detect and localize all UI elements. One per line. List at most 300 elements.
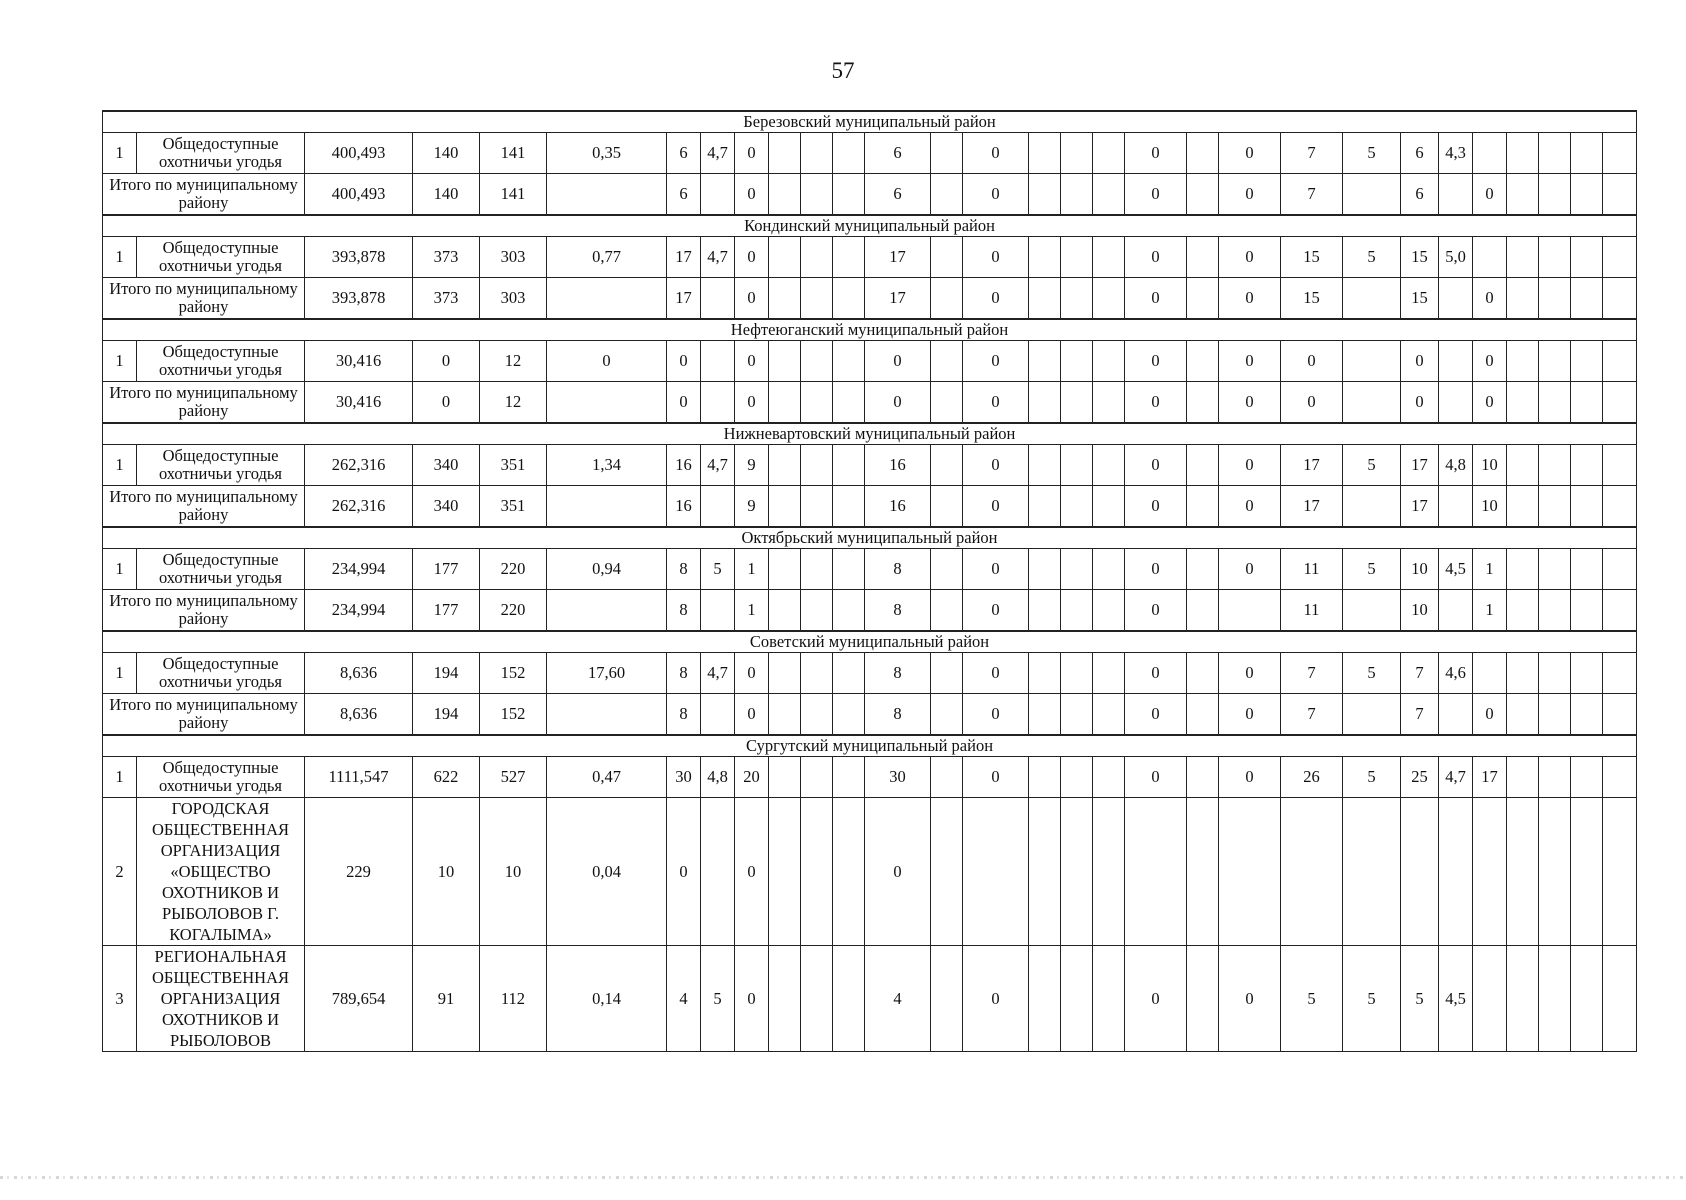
table-cell: 1111,547 [305,757,413,798]
table-cell [801,549,833,590]
row-number: 2 [103,798,137,946]
table-cell: 4 [667,946,701,1052]
table-cell [1571,278,1603,320]
table-cell: 8 [667,590,701,632]
table-cell [833,237,865,278]
table-cell [1507,757,1539,798]
table-cell: 0 [1125,757,1187,798]
table-cell [547,382,667,424]
table-cell [1187,382,1219,424]
table-cell: 1 [1473,549,1507,590]
row-name: Итого по муниципальному району [103,382,305,424]
table-cell [769,278,801,320]
table-cell: 0 [735,382,769,424]
table-cell: 10 [1401,549,1439,590]
table-cell: 177 [413,549,480,590]
table-cell [1029,946,1061,1052]
table-cell: 10 [413,798,480,946]
table-cell: 0 [963,590,1029,632]
table-cell [1473,237,1507,278]
table-cell: 112 [480,946,547,1052]
table-cell [1539,798,1571,946]
table-cell [769,486,801,528]
table-cell [931,445,963,486]
table-cell [1029,653,1061,694]
table-cell: 0,94 [547,549,667,590]
table-cell [931,237,963,278]
table-cell [833,653,865,694]
table-cell: 0 [667,798,701,946]
table-cell: 152 [480,694,547,736]
table-cell: 8 [865,694,931,736]
table-cell: 5 [1343,653,1401,694]
table-row [103,445,1637,486]
table-cell: 25 [1401,757,1439,798]
table-cell [801,946,833,1052]
table-cell [1439,694,1473,736]
table-cell [1507,946,1539,1052]
table-cell: 7 [1401,694,1439,736]
row-name: Общедоступные охотничьи угодья [137,133,305,174]
table-cell: 17 [667,237,701,278]
table-cell: 0 [1219,382,1281,424]
table-cell [547,590,667,632]
table-cell [1603,653,1637,694]
table-row [103,549,1637,590]
table-cell [1061,694,1093,736]
table-cell: 0 [1125,445,1187,486]
table-cell [1187,798,1219,946]
table-cell [1029,278,1061,320]
table-cell: 0 [1125,341,1187,382]
table-cell [1029,549,1061,590]
table-cell [1603,133,1637,174]
table-cell: 7 [1281,133,1343,174]
table-cell [1187,341,1219,382]
table-cell [1029,590,1061,632]
table-cell: 351 [480,486,547,528]
table-cell [801,486,833,528]
row-name: Итого по муниципальному району [103,486,305,528]
table-cell: 6 [667,174,701,216]
row-name: Общедоступные охотничьи угодья [137,757,305,798]
table-row [103,341,1637,382]
district-title: Сургутский муниципальный район [103,735,1637,757]
table-cell: 340 [413,486,480,528]
table-cell [1061,653,1093,694]
table-cell [1473,133,1507,174]
table-cell [1029,174,1061,216]
table-cell [1187,445,1219,486]
table-cell [547,278,667,320]
table-cell [801,757,833,798]
table-cell: 4,7 [701,445,735,486]
table-cell [833,549,865,590]
table-cell: 0,14 [547,946,667,1052]
table-cell [1187,174,1219,216]
table-cell [833,341,865,382]
table-cell [1571,133,1603,174]
table-cell: 11 [1281,549,1343,590]
table-row [103,798,1637,946]
table-cell: 527 [480,757,547,798]
table-cell [1061,174,1093,216]
table-cell [1029,341,1061,382]
table-cell [1093,694,1125,736]
table-cell [1343,278,1401,320]
table-cell [1571,445,1603,486]
table-cell [1093,341,1125,382]
table-cell: 5 [1343,445,1401,486]
table-cell: 17 [1401,486,1439,528]
table-cell: 5 [701,549,735,590]
district-total-row [103,590,1637,632]
table-cell: 1 [735,590,769,632]
table-cell [1603,946,1637,1052]
table-cell [701,341,735,382]
table-cell: 0,04 [547,798,667,946]
table-cell [1473,946,1507,1052]
table-cell [1093,237,1125,278]
table-cell [801,653,833,694]
row-number: 3 [103,946,137,1052]
table-cell [1439,590,1473,632]
table-cell [1093,946,1125,1052]
table-cell [1539,174,1571,216]
table-cell: 0 [667,341,701,382]
table-cell [1029,237,1061,278]
table-cell: 5 [1343,237,1401,278]
table-cell [1439,486,1473,528]
table-cell [769,757,801,798]
table-cell [1029,445,1061,486]
row-name: Итого по муниципальному району [103,694,305,736]
table-cell [1539,590,1571,632]
table-cell [1093,590,1125,632]
table-cell [1571,549,1603,590]
table-cell [1603,549,1637,590]
table-cell [1401,798,1439,946]
table-cell [1571,946,1603,1052]
table-cell [1473,798,1507,946]
table-cell: 20 [735,757,769,798]
table-cell: 0 [413,341,480,382]
table-cell: 0 [963,237,1029,278]
table-cell [1093,133,1125,174]
table-cell [801,445,833,486]
table-cell [1093,798,1125,946]
district-title: Нижневартовский муниципальный район [103,423,1637,445]
table-cell [1571,382,1603,424]
table-cell [547,174,667,216]
table-cell: 0 [1219,341,1281,382]
table-cell: 1,34 [547,445,667,486]
table-cell: 0 [865,382,931,424]
table-cell [1539,341,1571,382]
table-cell: 1 [735,549,769,590]
table-cell: 4,5 [1439,549,1473,590]
table-cell [1507,486,1539,528]
table-cell: 8 [865,590,931,632]
table-cell [1343,341,1401,382]
table-cell [1187,694,1219,736]
table-cell: 0 [1219,445,1281,486]
table-cell [931,653,963,694]
table-cell: 0,77 [547,237,667,278]
table-cell: 11 [1281,590,1343,632]
table-cell [1539,653,1571,694]
table-cell: 0 [735,133,769,174]
table-cell: 0 [667,382,701,424]
table-cell [1093,549,1125,590]
table-cell: 0 [1125,174,1187,216]
table-cell [1603,757,1637,798]
table-cell: 15 [1401,237,1439,278]
table-cell: 5 [1343,549,1401,590]
table-cell [1343,798,1401,946]
table-cell: 0 [1219,237,1281,278]
table-cell [1187,133,1219,174]
district-total-row [103,278,1637,320]
table-cell [931,549,963,590]
table-cell [1061,486,1093,528]
table-cell [1603,278,1637,320]
row-number: 1 [103,653,137,694]
table-cell [1439,341,1473,382]
table-cell: 17 [1281,445,1343,486]
table-cell [1093,653,1125,694]
table-cell: 5 [1281,946,1343,1052]
table-cell [1061,133,1093,174]
table-cell: 15 [1281,278,1343,320]
district-header-row [103,631,1637,653]
table-cell: 400,493 [305,133,413,174]
table-cell: 0 [1401,341,1439,382]
table-cell: 17 [865,278,931,320]
table-cell [1571,798,1603,946]
table-cell [1571,341,1603,382]
table-cell [1603,341,1637,382]
table-cell: 5 [1343,946,1401,1052]
table-cell [1061,590,1093,632]
district-title: Кондинский муниципальный район [103,215,1637,237]
table-cell: 0 [1281,341,1343,382]
table-cell: 177 [413,590,480,632]
table-cell [1439,382,1473,424]
table-cell: 16 [667,486,701,528]
table-cell [769,946,801,1052]
table-cell: 373 [413,278,480,320]
table-cell: 0 [413,382,480,424]
table-cell: 4,6 [1439,653,1473,694]
table-cell: 91 [413,946,480,1052]
table-cell [1029,486,1061,528]
table-cell [1603,798,1637,946]
table-cell [1187,237,1219,278]
table-cell: 5 [701,946,735,1052]
table-cell: 0 [1125,133,1187,174]
table-cell [1187,653,1219,694]
table-cell: 7 [1401,653,1439,694]
table-cell: 220 [480,590,547,632]
table-cell: 9 [735,445,769,486]
table-cell: 229 [305,798,413,946]
table-cell [833,946,865,1052]
table-cell: 194 [413,653,480,694]
table-cell: 30,416 [305,382,413,424]
table-cell: 17 [667,278,701,320]
table-cell [1603,486,1637,528]
table-cell: 0 [735,278,769,320]
table-cell [1343,174,1401,216]
table-cell [701,486,735,528]
table-cell: 30 [865,757,931,798]
table-cell [1507,382,1539,424]
table-cell [1093,486,1125,528]
table-cell [833,174,865,216]
table-cell [801,590,833,632]
table-cell: 0 [865,341,931,382]
table-row [103,237,1637,278]
table-cell [1219,798,1281,946]
table-cell: 10 [1401,590,1439,632]
table-cell: 17,60 [547,653,667,694]
district-header-row [103,423,1637,445]
table-cell [769,798,801,946]
table-row [103,133,1637,174]
table-cell: 0 [963,653,1029,694]
table-cell [931,174,963,216]
page-number: 57 [831,58,855,83]
table-cell: 4,7 [701,133,735,174]
hunting-grounds-table [102,110,1637,1052]
table-cell [769,549,801,590]
table-cell: 0 [1473,382,1507,424]
district-title: Октябрьский муниципальный район [103,527,1637,549]
table-cell: 12 [480,341,547,382]
table-cell [1571,237,1603,278]
table-cell [1507,445,1539,486]
table-cell: 8 [865,549,931,590]
table-cell: 6 [1401,174,1439,216]
table-cell: 0 [1125,382,1187,424]
table-cell [931,590,963,632]
district-title: Нефтеюганский муниципальный район [103,319,1637,341]
table-cell: 17 [1281,486,1343,528]
district-total-row [103,486,1637,528]
table-cell: 4,5 [1439,946,1473,1052]
table-cell: 0 [1219,278,1281,320]
row-name: Общедоступные охотничьи угодья [137,445,305,486]
district-header-row [103,319,1637,341]
table-cell [1571,590,1603,632]
table-cell: 5 [1401,946,1439,1052]
table-cell [1539,946,1571,1052]
table-cell [1343,486,1401,528]
row-number: 1 [103,341,137,382]
table-cell: 4,8 [1439,445,1473,486]
table-cell: 4,3 [1439,133,1473,174]
table-cell: 7 [1281,694,1343,736]
table-cell: 0 [1473,341,1507,382]
table-cell [1473,653,1507,694]
row-name: ГОРОДСКАЯ ОБЩЕСТВЕННАЯ ОРГАНИЗАЦИЯ «ОБЩЕСТВО ОХОТНИКОВ И РЫБОЛОВОВ Г. КОГАЛЫМА» [137,798,305,946]
table-cell: 16 [865,486,931,528]
table-cell [931,946,963,1052]
table-cell [547,694,667,736]
table-cell [1093,174,1125,216]
table-cell [1219,590,1281,632]
table-cell [931,382,963,424]
table-cell: 0 [865,798,931,946]
district-total-row [103,694,1637,736]
table-cell: 220 [480,549,547,590]
row-name: Итого по муниципальному району [103,278,305,320]
table-cell [1343,694,1401,736]
table-cell: 8 [667,653,701,694]
table-cell [833,694,865,736]
table-cell: 8 [667,549,701,590]
table-cell: 26 [1281,757,1343,798]
table-cell [1507,653,1539,694]
table-cell: 4,8 [701,757,735,798]
row-number: 1 [103,237,137,278]
table-cell [1507,237,1539,278]
district-total-row [103,382,1637,424]
table-cell [701,694,735,736]
table-cell [1507,174,1539,216]
table-cell: 234,994 [305,590,413,632]
table-cell: 0 [547,341,667,382]
table-cell: 0 [735,174,769,216]
table-cell: 1 [1473,590,1507,632]
table-cell: 16 [667,445,701,486]
table-cell [1061,341,1093,382]
table-cell: 0,47 [547,757,667,798]
table-cell [1093,757,1125,798]
table-cell: 0 [735,798,769,946]
table-cell [1125,798,1187,946]
row-name: Итого по муниципальному району [103,174,305,216]
table-cell [1603,174,1637,216]
table-cell: 17 [1473,757,1507,798]
table-cell [1603,590,1637,632]
table-cell: 0 [1219,174,1281,216]
table-cell: 262,316 [305,445,413,486]
table-cell [1187,549,1219,590]
table-cell [1061,549,1093,590]
table-cell: 0 [963,174,1029,216]
table-cell [1029,133,1061,174]
table-cell [1539,445,1571,486]
table-cell [931,341,963,382]
table-cell [1439,798,1473,946]
table-cell [1093,278,1125,320]
table-cell [769,653,801,694]
table-cell [1061,757,1093,798]
table-cell: 4 [865,946,931,1052]
table-row [103,653,1637,694]
table-cell [1029,694,1061,736]
table-cell [801,278,833,320]
table-cell [701,382,735,424]
table-cell [1539,694,1571,736]
table-cell [701,798,735,946]
table-cell: 303 [480,237,547,278]
table-cell [701,174,735,216]
table-cell [1603,382,1637,424]
table-cell: 4,7 [701,653,735,694]
